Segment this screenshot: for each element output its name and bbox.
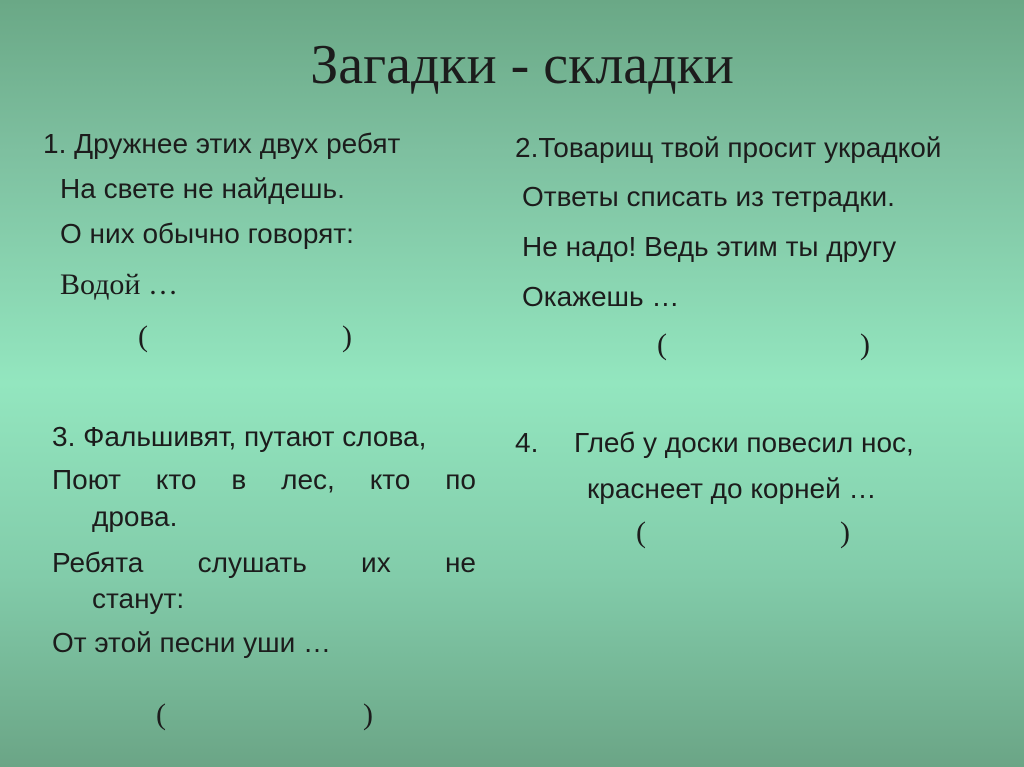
riddle-2-text-1: Товарищ твой просит украдкой (538, 132, 942, 163)
riddle-1-line-4: Водой … (60, 268, 178, 301)
riddle-3-line-1 (52, 420, 426, 454)
riddle-1-answer-close: ) (342, 320, 352, 353)
riddle-2-line-1 (515, 131, 941, 165)
riddle-2-answer-close: ) (860, 328, 870, 361)
riddle-3-line-4: Ребята слушать их не (52, 547, 476, 578)
riddle-3-line-3: дрова. (92, 501, 178, 532)
riddle-1-text-1: Дружнее этих двух ребят (74, 128, 401, 159)
riddle-3-line-5: станут: (92, 583, 185, 614)
riddle-2-line-4: Окажешь … (522, 281, 680, 312)
riddle-1-line-1 (43, 127, 400, 161)
riddle-3-text-1: Фальшивят, путают слова, (83, 421, 427, 452)
riddle-4-line-2: краснеет до корней … (587, 473, 877, 504)
riddle-3-line-2: Поют кто в лес, кто по (52, 464, 476, 495)
riddle-2-answer-open: ( (657, 328, 667, 361)
riddle-2-line-2: Ответы списать из тетрадки. (522, 181, 895, 212)
riddle-3-answer-close: ) (363, 698, 373, 731)
riddle-1-answer-open: ( (138, 320, 148, 353)
riddle-2-number: 2. (515, 132, 539, 163)
riddle-3-line-6: От этой песни уши … (52, 627, 332, 658)
riddle-3-number: 3. (52, 421, 76, 452)
riddle-1-number: 1. (43, 128, 67, 159)
riddle-4-answer-close: ) (840, 516, 850, 549)
riddle-4-line-1: Глеб у доски повесил нос, (574, 427, 914, 458)
slide-title: Загадки - складки (310, 34, 734, 96)
riddle-1-line-3: О них обычно говорят: (60, 218, 354, 249)
riddle-1-line-2: На свете не найдешь. (60, 173, 345, 204)
riddle-3-answer-open: ( (156, 698, 166, 731)
riddle-4-number: 4. (515, 427, 539, 458)
riddle-2-line-3: Не надо! Ведь этим ты другу (522, 231, 897, 262)
riddle-4-answer-open: ( (636, 516, 646, 549)
